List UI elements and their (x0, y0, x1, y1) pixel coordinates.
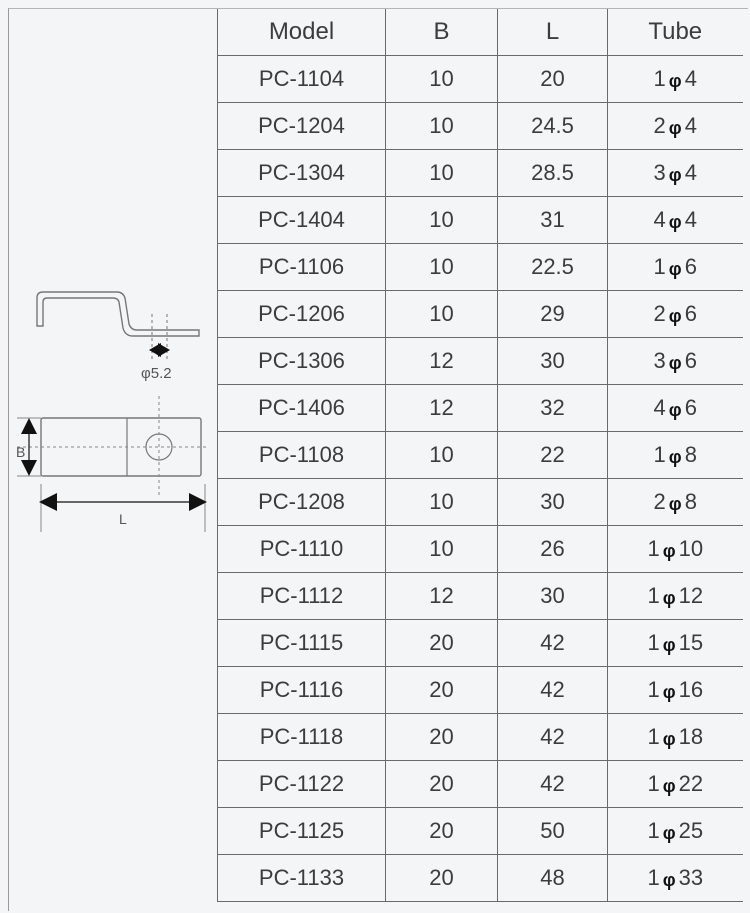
table-row (218, 150, 743, 197)
l-cell: 48 (498, 855, 608, 902)
tube-count: 2 (653, 489, 666, 514)
tube-size: 15 (678, 630, 704, 655)
b-cell: 10 (386, 432, 498, 479)
table-row (218, 855, 743, 902)
l-cell: 32 (498, 385, 608, 432)
tube-size: 8 (684, 489, 697, 514)
tube-size: 25 (678, 818, 704, 843)
tube-count: 4 (653, 395, 666, 420)
model-cell: PC-1108 (218, 432, 386, 479)
tube-size: 33 (678, 865, 704, 890)
tube-size: 6 (684, 301, 697, 326)
l-cell: 42 (498, 761, 608, 808)
l-cell: 29 (498, 291, 608, 338)
tube-size: 8 (684, 442, 697, 467)
b-cell: 20 (386, 714, 498, 761)
model-cell: PC-1133 (218, 855, 386, 902)
tube-count: 2 (653, 301, 666, 326)
tube-cell (608, 103, 743, 150)
table-row (218, 291, 743, 338)
tube-count: 2 (653, 113, 666, 138)
b-cell: 10 (386, 150, 498, 197)
tube-count: 3 (653, 160, 666, 185)
tube-count: 1 (647, 630, 660, 655)
hole-diameter-label: φ5.2 (141, 365, 172, 382)
model-cell: PC-1115 (218, 620, 386, 667)
tube-size: 6 (684, 348, 697, 373)
model-cell: PC-1104 (218, 56, 386, 103)
tube-size: 16 (678, 677, 704, 702)
l-cell: 20 (498, 56, 608, 103)
tube-size: 4 (684, 160, 697, 185)
model-cell: PC-1306 (218, 338, 386, 385)
tube-size: 6 (684, 254, 697, 279)
table-row (218, 667, 743, 714)
tube-size: 12 (678, 583, 704, 608)
tube-count: 1 (653, 66, 666, 91)
terminal-diagram (9, 270, 214, 550)
phi-symbol: φ (668, 400, 682, 420)
phi-symbol: φ (668, 165, 682, 185)
tube-count: 4 (653, 207, 666, 232)
tube-count: 3 (653, 348, 666, 373)
phi-symbol: φ (662, 776, 676, 796)
phi-symbol: φ (662, 588, 676, 608)
table-row (218, 103, 743, 150)
tube-cell (608, 385, 743, 432)
table-body (218, 56, 743, 902)
tube-cell (608, 761, 743, 808)
width-arrow-top (21, 418, 37, 434)
header-row (218, 9, 743, 56)
tube-cell (608, 150, 743, 197)
width-label: B (16, 444, 26, 460)
model-cell: PC-1206 (218, 291, 386, 338)
table-row (218, 385, 743, 432)
table-row (218, 244, 743, 291)
model-cell: PC-1304 (218, 150, 386, 197)
table-row (218, 338, 743, 385)
phi-symbol: φ (662, 635, 676, 655)
header-b: B (386, 9, 498, 56)
phi-symbol: φ (668, 212, 682, 232)
model-cell: PC-1118 (218, 714, 386, 761)
tube-count: 1 (647, 865, 660, 890)
l-cell: 24.5 (498, 103, 608, 150)
hole-arrow-right (158, 343, 170, 357)
b-cell: 10 (386, 56, 498, 103)
b-cell: 20 (386, 667, 498, 714)
tube-size: 22 (678, 771, 704, 796)
b-cell: 10 (386, 526, 498, 573)
b-cell: 20 (386, 808, 498, 855)
header-l: L (498, 9, 608, 56)
phi-symbol: φ (668, 259, 682, 279)
l-cell: 42 (498, 620, 608, 667)
l-cell: 22 (498, 432, 608, 479)
table-row (218, 526, 743, 573)
tube-cell (608, 714, 743, 761)
model-cell: PC-1110 (218, 526, 386, 573)
phi-symbol: φ (668, 71, 682, 91)
tube-size: 10 (678, 536, 704, 561)
l-cell: 42 (498, 714, 608, 761)
tube-cell (608, 197, 743, 244)
model-cell: PC-1204 (218, 103, 386, 150)
tube-cell (608, 244, 743, 291)
l-cell: 28.5 (498, 150, 608, 197)
tube-cell (608, 573, 743, 620)
model-cell: PC-1116 (218, 667, 386, 714)
b-cell: 12 (386, 338, 498, 385)
table-row (218, 432, 743, 479)
l-cell: 22.5 (498, 244, 608, 291)
tube-cell (608, 291, 743, 338)
tube-cell (608, 526, 743, 573)
tube-cell (608, 56, 743, 103)
phi-symbol: φ (668, 494, 682, 514)
b-cell: 20 (386, 855, 498, 902)
l-cell: 30 (498, 479, 608, 526)
l-cell: 26 (498, 526, 608, 573)
model-cell: PC-1122 (218, 761, 386, 808)
tube-cell (608, 855, 743, 902)
b-cell: 10 (386, 291, 498, 338)
b-cell: 10 (386, 244, 498, 291)
header-tube: Tube (608, 9, 743, 56)
length-arrow-right (189, 493, 207, 511)
b-cell: 12 (386, 573, 498, 620)
tube-cell (608, 432, 743, 479)
spec-table (217, 9, 743, 902)
tube-count: 1 (653, 254, 666, 279)
tube-size: 6 (684, 395, 697, 420)
b-cell: 10 (386, 103, 498, 150)
phi-symbol: φ (662, 729, 676, 749)
table-row (218, 573, 743, 620)
phi-symbol: φ (662, 870, 676, 890)
phi-symbol: φ (668, 447, 682, 467)
phi-symbol: φ (662, 541, 676, 561)
model-cell: PC-1106 (218, 244, 386, 291)
b-cell: 10 (386, 197, 498, 244)
model-cell: PC-1112 (218, 573, 386, 620)
length-arrow-left (39, 493, 57, 511)
phi-symbol: φ (668, 118, 682, 138)
tube-count: 1 (653, 442, 666, 467)
table-row (218, 197, 743, 244)
phi-symbol: φ (662, 682, 676, 702)
model-cell: PC-1404 (218, 197, 386, 244)
tube-count: 1 (647, 724, 660, 749)
tube-count: 1 (647, 771, 660, 796)
tube-cell (608, 667, 743, 714)
model-cell: PC-1125 (218, 808, 386, 855)
table-row (218, 620, 743, 667)
tube-size: 4 (684, 113, 697, 138)
model-cell: PC-1208 (218, 479, 386, 526)
l-cell: 31 (498, 197, 608, 244)
tube-count: 1 (647, 536, 660, 561)
phi-symbol: φ (668, 353, 682, 373)
b-cell: 20 (386, 620, 498, 667)
l-cell: 30 (498, 338, 608, 385)
l-cell: 42 (498, 667, 608, 714)
tube-cell (608, 338, 743, 385)
tube-size: 4 (684, 66, 697, 91)
tube-size: 4 (684, 207, 697, 232)
l-cell: 50 (498, 808, 608, 855)
terminal-drawing (9, 270, 214, 550)
side-profile-outline (37, 292, 199, 336)
tube-cell (608, 808, 743, 855)
b-cell: 10 (386, 479, 498, 526)
width-arrow-bottom (21, 460, 37, 476)
table-row (218, 761, 743, 808)
tube-size: 18 (678, 724, 704, 749)
b-cell: 20 (386, 761, 498, 808)
tube-cell (608, 479, 743, 526)
tube-count: 1 (647, 818, 660, 843)
header-model: Model (218, 9, 386, 56)
table-row (218, 808, 743, 855)
table-row (218, 479, 743, 526)
model-cell: PC-1406 (218, 385, 386, 432)
phi-symbol: φ (668, 306, 682, 326)
b-cell: 12 (386, 385, 498, 432)
l-cell: 30 (498, 573, 608, 620)
table-row (218, 56, 743, 103)
length-label: L (119, 511, 127, 527)
phi-symbol: φ (662, 823, 676, 843)
tube-count: 1 (647, 677, 660, 702)
table-row (218, 714, 743, 761)
tube-count: 1 (647, 583, 660, 608)
tube-cell (608, 620, 743, 667)
